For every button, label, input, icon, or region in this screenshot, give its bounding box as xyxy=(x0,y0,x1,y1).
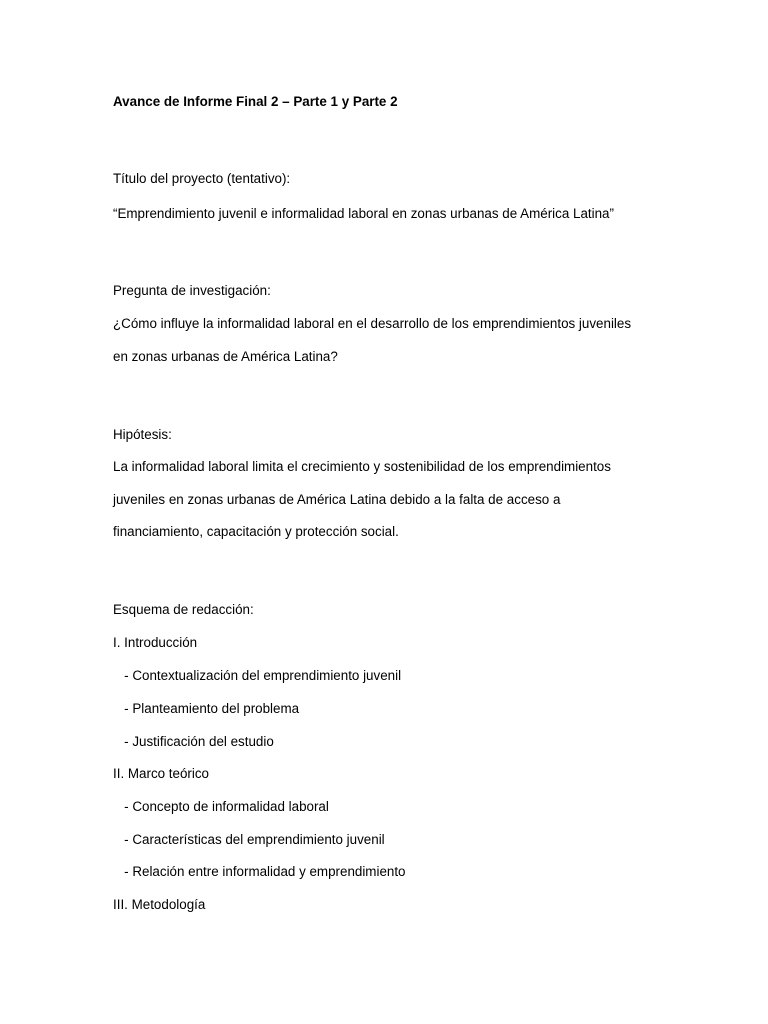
outline-item: - Planteamiento del problema xyxy=(113,701,300,716)
outline-item: - Relación entre informalidad y emprendimiento xyxy=(113,864,406,879)
outline-section-heading: I. Introducción xyxy=(113,635,198,650)
hypothesis-line: financiamiento, capacitación y protección social. xyxy=(113,524,399,539)
research-question-line: en zonas urbanas de América Latina? xyxy=(113,349,338,364)
document-title: Avance de Informe Final 2 – Parte 1 y Parte 2 xyxy=(113,94,398,109)
outline-label: Esquema de redacción: xyxy=(113,602,254,617)
outline-section-heading: III. Metodología xyxy=(113,897,206,912)
project-title-value: “Emprendimiento juvenil e informalidad laboral en zonas urbanas de América Latina” xyxy=(113,206,614,221)
hypothesis-label: Hipótesis: xyxy=(113,427,172,442)
outline-item: - Justificación del estudio xyxy=(113,734,274,749)
outline-item: - Contextualización del emprendimiento juvenil xyxy=(113,668,402,683)
outline-section-heading: II. Marco teórico xyxy=(113,766,209,781)
research-question-line: ¿Cómo influye la informalidad laboral en el desarrollo de los emprendimientos juveniles xyxy=(113,316,632,331)
project-title-label: Título del proyecto (tentativo): xyxy=(113,171,291,186)
hypothesis-line: La informalidad laboral limita el crecimiento y sostenibilidad de los emprendimientos xyxy=(113,459,611,474)
research-question-label: Pregunta de investigación: xyxy=(113,283,271,298)
hypothesis-line: juveniles en zonas urbanas de América Latina debido a la falta de acceso a xyxy=(113,492,561,507)
outline-item: - Concepto de informalidad laboral xyxy=(113,799,329,814)
outline-item: - Características del emprendimiento juvenil xyxy=(113,832,385,847)
